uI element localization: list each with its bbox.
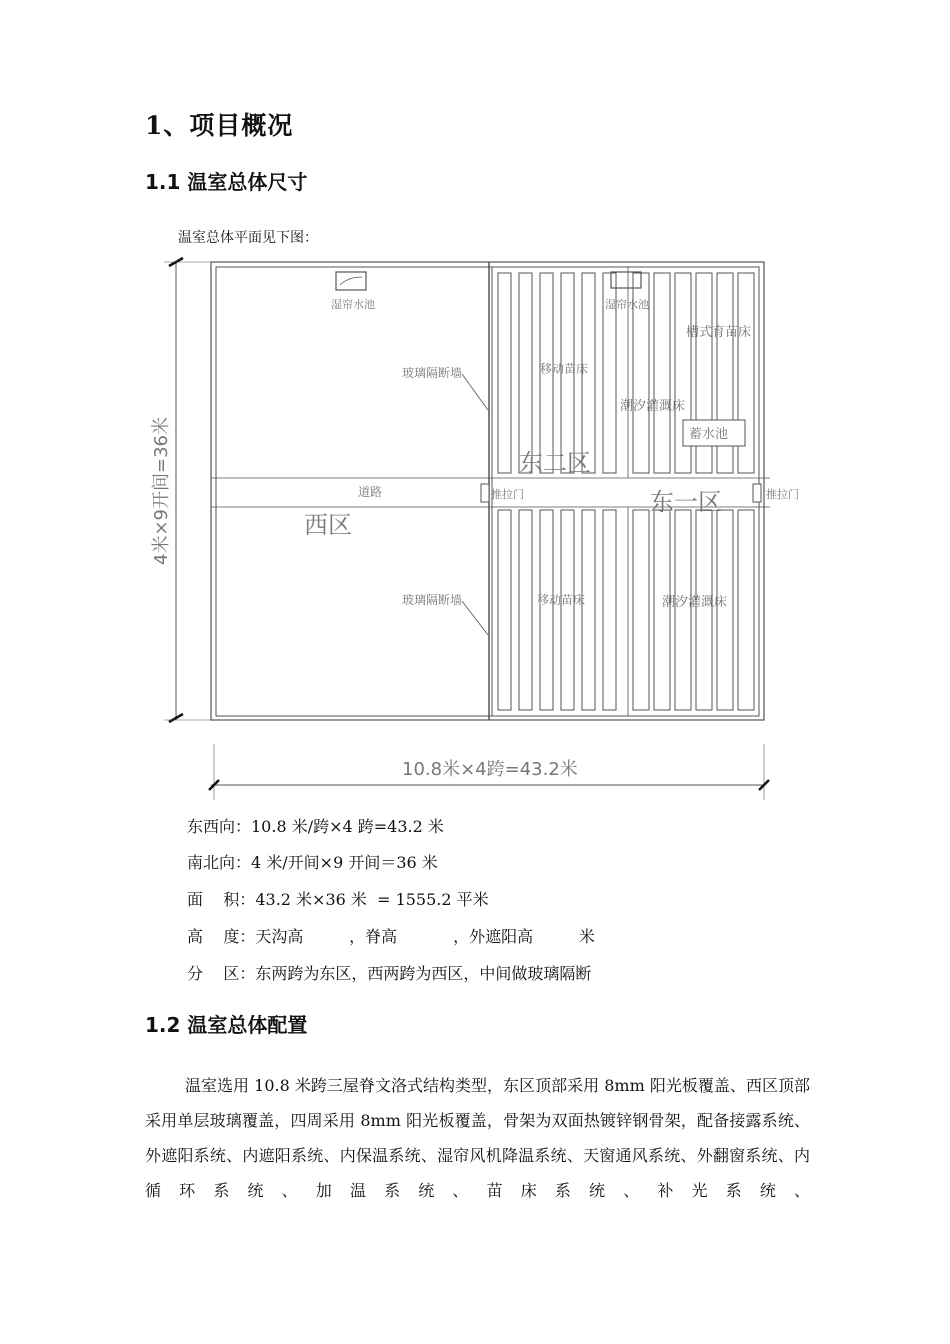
spec-zones: 分 区：东两跨为东区，西两跨为西区，中间做玻璃隔断 [187,964,592,983]
label-mobile-bed-top: 移动苗床 [540,362,589,376]
label-road: 道路 [358,485,383,499]
label-sliding-door-middle: 推拉门 [491,488,524,501]
configuration-paragraph: 温室选用 10.8 米跨三屋脊文洛式结构类型，东区顶部采用 8mm 阳光板覆盖、西区顶部采用单层玻璃覆盖，四周采用 8mm 阳光板覆盖，骨架为双面热镀锌钢骨架，配备接露系统、外遮阳系统、内遮阳系统、内保温系统、湿帘风机降温系统、天窗通风系统、外翻窗系统、内循环系统、加温系统、苗床系统、补光系统、 [145,1076,810,1200]
spec-area: 面 积：43.2 米×36 米 = 1555.2 平米 [187,890,489,909]
heading-project-overview: 1、项目概况 [145,111,294,140]
label-pad-pool-east: 湿帘水池 [605,298,649,311]
label-glass-wall-top: 玻璃隔断墙 [402,366,463,380]
label-glass-wall-bottom: 玻璃隔断墙 [402,593,463,607]
label-east1-zone: 东一区 [650,488,722,516]
label-pad-pool-west: 湿帘水池 [331,298,375,311]
spec-east-west: 东西向：10.8 米/跨×4 跨=43.2 米 [187,817,444,836]
label-sliding-door-east: 推拉门 [766,488,799,501]
plan-intro-text: 温室总体平面见下图： [178,230,318,246]
dim-east-west: 10.8米×4跨=43.2米 [402,759,578,780]
label-ebb-flow-top: 潮汐灌溉床 [620,399,686,414]
spec-height: 高 度：天沟高 ，脊高 ，外遮阳高 米 [187,927,595,946]
west-pad-pool [336,272,366,290]
label-west-zone: 西区 [304,511,352,539]
heading-overall-configuration: 1.2 温室总体配置 [145,1013,308,1037]
label-ebb-flow-bottom: 潮汐灌溉床 [662,595,728,610]
mobile-beds-bottom [498,510,616,710]
label-east2-zone: 东二区 [519,449,591,477]
label-mobile-bed-bottom: 移动苗床 [537,593,586,607]
spec-north-south: 南北向：4 米/开间×9 开间＝36 米 [187,853,438,872]
ebb-flow-beds-bottom [633,510,754,710]
heading-overall-dimensions: 1.1 温室总体尺寸 [145,170,308,194]
dim-north-south: 4米×9开间=36米 [151,417,172,565]
label-reservoir: 蓄水池 [689,427,729,442]
label-trough-bed: 槽式育苗床 [686,325,752,340]
